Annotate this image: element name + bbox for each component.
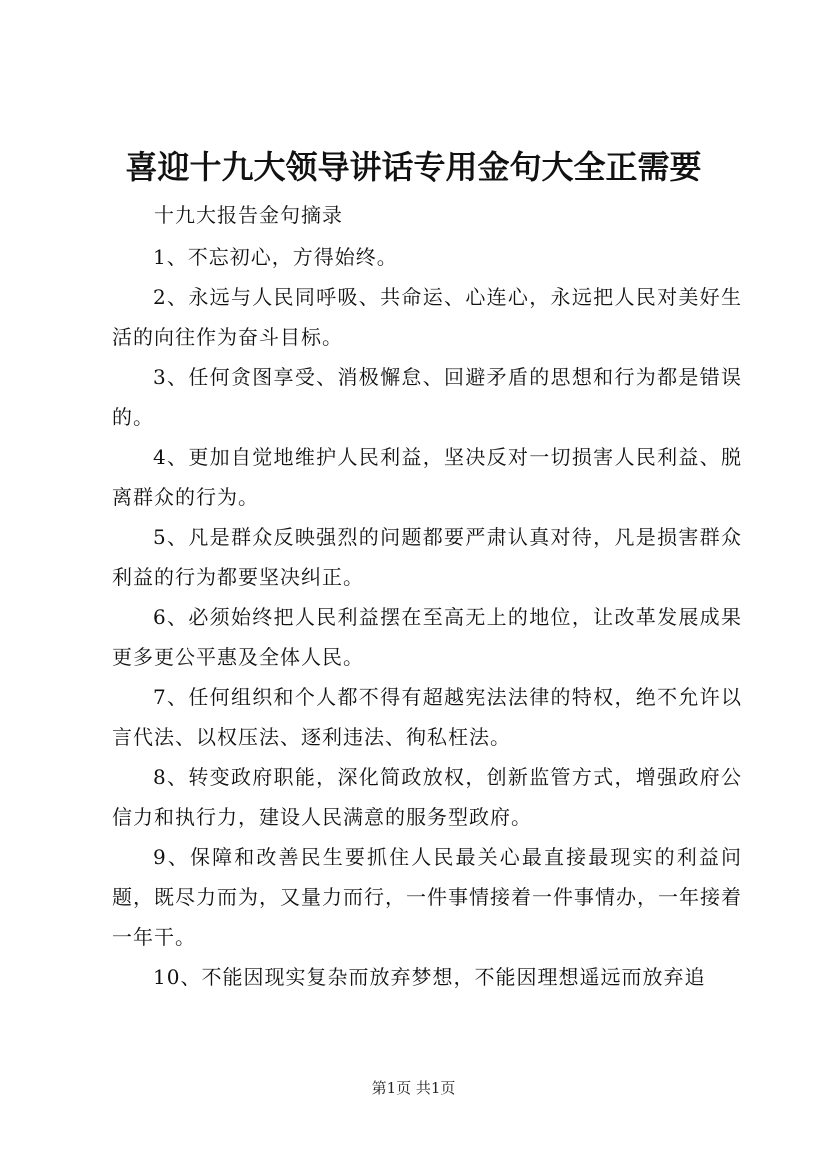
paragraph-1: 1、不忘初心，方得始终。: [153, 245, 398, 269]
paragraph-10: 10、不能因现实复杂而放弃梦想，不能因理想遥远而放弃追: [153, 965, 706, 989]
document-body: [112, 237, 742, 997]
paragraph-6: 6、必须始终把人民利益摆在至高无上的地位，让改革发展成果更多更公平惠及全体人民。: [112, 605, 742, 669]
paragraph-4: 4、更加自觉地维护人民利益，坚决反对一切损害人民利益、脱离群众的行为。: [112, 445, 742, 509]
paragraph-7: 7、任何组织和个人都不得有超越宪法法律的特权，绝不允许以言代法、以权压法、逐利违法、徇私枉法。: [112, 685, 742, 749]
paragraph-9: 9、保障和改善民生要抓住人民最关心最直接最现实的利益问题，既尽力而为，又量力而行，一件事情接着一件事情办，一年接着一年干。: [112, 845, 742, 949]
page-number-footer: 第1页 共1页: [371, 1079, 456, 1097]
document-subtitle: 十九大报告金句摘录: [154, 203, 343, 227]
document-title: 喜迎十九大领导讲话专用金句大全正需要: [125, 148, 702, 186]
paragraph-5: 5、凡是群众反映强烈的问题都要严肃认真对待，凡是损害群众利益的行为都要坚决纠正。: [112, 525, 742, 589]
paragraph-2: 2、永远与人民同呼吸、共命运、心连心，永远把人民对美好生活的向往作为奋斗目标。: [112, 285, 742, 349]
paragraph-3: 3、任何贪图享受、消极懈怠、回避矛盾的思想和行为都是错误的。: [112, 365, 742, 429]
paragraph-8: 8、转变政府职能，深化简政放权，创新监管方式，增强政府公信力和执行力，建设人民满意的服务型政府。: [112, 765, 742, 829]
